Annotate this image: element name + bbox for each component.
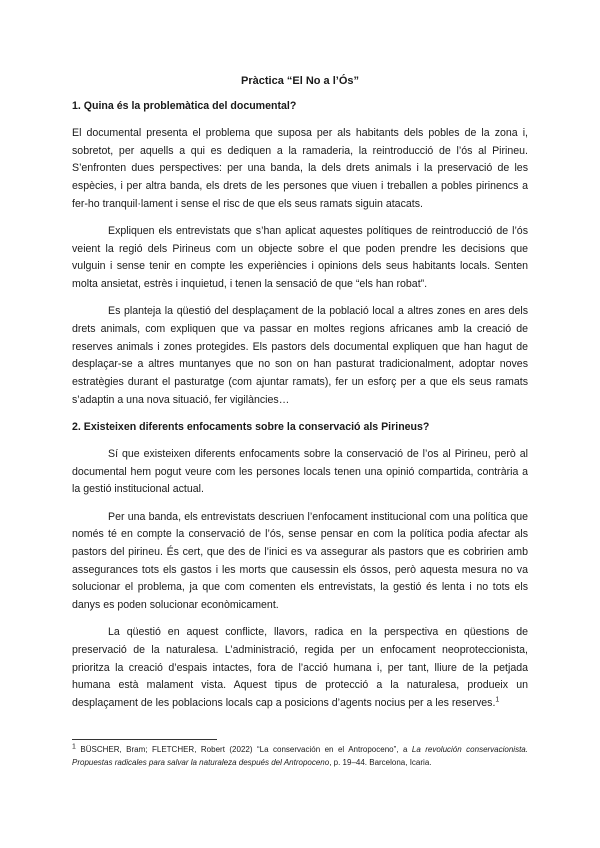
question-2-heading: 2. Existeixen diferents enfocaments sobre la conservació als Pirineus? — [72, 421, 430, 434]
q1-paragraph-3: Es planteja la qüestió del desplaçament de la població local a altres zones en ares dels drets animals, com expliquen que va passar en moltes regions africanes amb la creació de reserves animals i zones protegides. Els pastors dels documental expliquen que han hagut de desplaçar-se a altres muntanyes que no son on han pasturat tradicionalment, adoptar noves estratègies durant el pasturatge (com ajuntar ramats), fer un esforç per a que els seus ramats s’adaptin a una nova situació, fer vigilàncies… — [72, 305, 528, 406]
footnote-book-title: La revolución conservacionista. Propuestas radicales para salvar la naturaleza después del Antropoceno — [72, 745, 528, 767]
question-1-heading: 1. Quina és la problemàtica del documental? — [72, 100, 297, 112]
q2-paragraph-3-text: La qüestió en aquest conflicte, llavors, radica en la perspectiva en qüestions de preservació de la naturalesa. L’administració, regida per un enfocament neoproteccionista, prioritza la creació d’espais intactes, fora de l’acció humana i, per tant, lliure de la petjada humana està malament vista. Aquest tipus de protecció a la naturalesa, produeix un desplaçament de les poblacions locals cap a posicions d’agents nocius per a les reserves. — [72, 626, 528, 710]
q1-paragraph-2: Expliquen els entrevistats que s’han aplicat aquestes polítiques de reintroducció de l’ós veient la regió dels Pirineus com un objecte sobre el que poden prendre les decisions que vulguin i sense tenir en compte les experiències i opinions dels seus habitants locals. Senten molta ansietat, estrès i inquietud, i tenen la sensació de que “els han robat”. — [72, 225, 528, 291]
document-body — [72, 98, 528, 722]
document-title: Pràctica “El No a l’Ós” — [241, 75, 359, 87]
q2-paragraph-2: Per una banda, els entrevistats descriuen l’enfocament institucional com una política que només té en compte la conservació de l’ós, sense pensar en com la política podia afectar als pastors del pirineu. És cert, que des de l’inici es va assegurar als pastors que es cobririen amb assegurances tots els gastos i les morts que causessin els óssos, però aquesta mesura no va solucionar el problema, ja que com comenten els entrevistats, la gestió és lenta i no tots els danys es poden solucionar econòmicament. — [72, 510, 528, 612]
q2-paragraph-1: Sí que existeixen diferents enfocaments sobre la conservació de l’os al Pirineu, però al documental hem pogut veure com les persones locals tenen una opinió compartida, contrària a la gestió institucional actual. — [72, 448, 528, 496]
q1-paragraph-1: El documental presenta el problema que suposa per als habitants dels pobles de la zona i, sobretot, per aquells a qui es dediquen a la ramaderia, la reintroducció de l’ós al Pirineu. S’enfronten dues perspectives: per una banda, la dels drets animals i la preservació de les espècies, i per altra banda, els drets de les persones que viuen i treballen a pobles pirinencs a fer-ho tranquil·lament i sense el risc de que els seus ramats siguin atacats. — [72, 127, 528, 210]
footnote-authors: BÜSCHER, Bram; FLETCHER, Robert (2022) “La conservación en el Antropoceno”, a — [80, 745, 408, 754]
q2-paragraph-3 — [72, 624, 528, 713]
footnote-reference[interactable]: 1 — [495, 696, 500, 704]
footnote-separator — [72, 739, 217, 740]
footnote-number: 1 — [72, 743, 76, 751]
footnote-pages-place: , p. 19–44. Barcelona, Icaria. — [329, 757, 432, 767]
footnote — [72, 744, 528, 769]
